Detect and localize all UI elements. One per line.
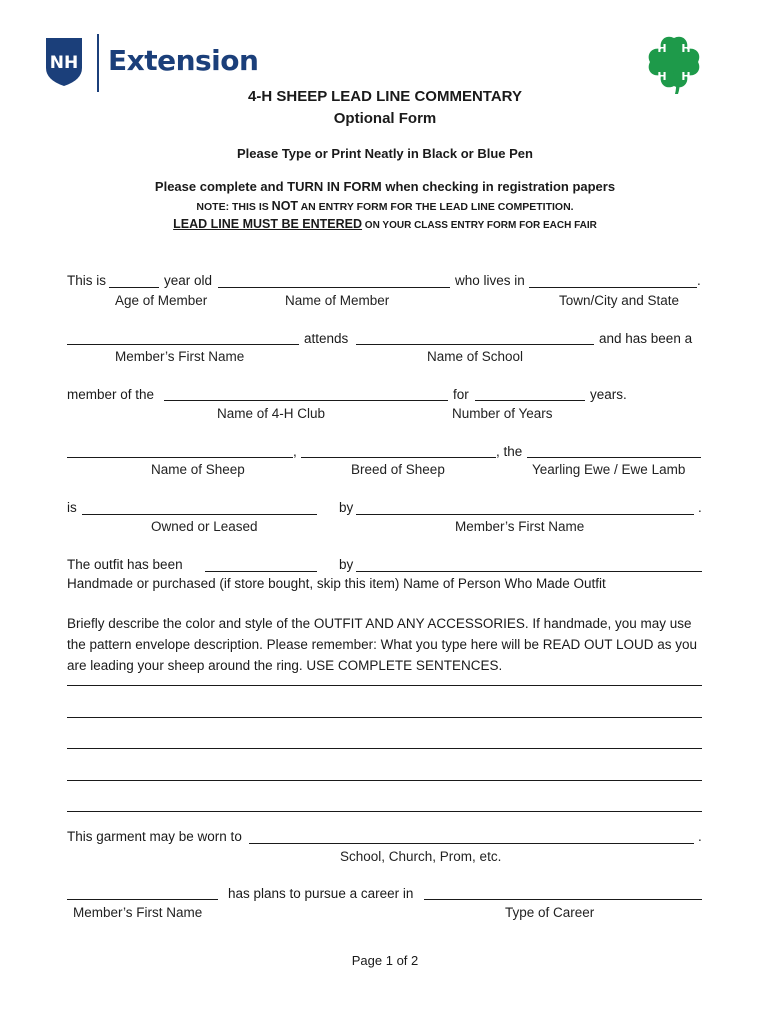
- description-line[interactable]: [67, 685, 702, 686]
- label-career: Type of Career: [505, 905, 595, 920]
- club-field[interactable]: [164, 400, 448, 401]
- clover-letter: H: [657, 70, 667, 83]
- lead-line-note: [0, 216, 770, 234]
- attends-text: attends: [304, 331, 349, 346]
- label-outfit: Handmade or purchased (if store bought, skip this item) Name of Person Who Made Outfit: [67, 576, 606, 591]
- period: .: [697, 273, 701, 288]
- label-town: Town/City and State: [559, 293, 680, 308]
- description-line[interactable]: [67, 717, 702, 718]
- description-line[interactable]: [67, 811, 702, 812]
- note-not: NOT: [271, 199, 299, 213]
- for-text: for: [453, 387, 469, 402]
- school-field[interactable]: [356, 344, 594, 345]
- sheep-name-field[interactable]: [67, 457, 293, 458]
- career-first-name-field[interactable]: [67, 899, 218, 900]
- year-old-text: year old: [164, 273, 213, 288]
- label-first-name: Member’s First Name: [455, 519, 585, 534]
- four-h-clover-logo: [640, 30, 708, 96]
- this-is-text: This is: [67, 273, 107, 288]
- lead-line-rest: ON YOUR CLASS ENTRY FORM FOR EACH FAIR: [362, 220, 597, 231]
- owned-field[interactable]: [82, 514, 317, 515]
- label-club: Name of 4-H Club: [217, 406, 326, 421]
- unh-logo: [46, 38, 82, 86]
- note-line: [0, 198, 770, 215]
- pen-instruction: Please Type or Print Neatly in Black or Blue Pen: [237, 146, 533, 161]
- yearling-field[interactable]: [527, 457, 701, 458]
- clover-letter: H: [681, 70, 691, 83]
- description-line[interactable]: [67, 748, 702, 749]
- years-text: years.: [590, 387, 627, 402]
- label-age: Age of Member: [115, 293, 208, 308]
- label-member-name: Name of Member: [285, 293, 390, 308]
- note-suffix: AN ENTRY FORM FOR THE LEAD LINE COMPETITION.: [298, 201, 574, 213]
- page-subtitle: Optional Form: [333, 110, 437, 127]
- career-text: has plans to pursue a career in: [228, 886, 414, 901]
- owner-first-name-field[interactable]: [356, 514, 694, 515]
- clover-letter: H: [657, 42, 667, 55]
- outfit-maker-field[interactable]: [356, 571, 702, 572]
- period: .: [698, 829, 702, 844]
- org-name: Extension: [108, 44, 259, 77]
- description-line[interactable]: [67, 780, 702, 781]
- label-first-name: Member’s First Name: [115, 349, 245, 364]
- label-first-name: Member’s First Name: [73, 905, 203, 920]
- outfit-text: The outfit has been: [67, 557, 183, 572]
- by-text: by: [339, 557, 354, 572]
- by-text: by: [339, 500, 354, 515]
- is-text: is: [67, 500, 77, 515]
- first-name-field[interactable]: [67, 344, 299, 345]
- turn-in-instruction: Please complete and TURN IN FORM when checking in registration papers: [154, 179, 616, 194]
- garment-field[interactable]: [249, 843, 694, 844]
- years-field[interactable]: [475, 400, 585, 401]
- label-school: Name of School: [427, 349, 524, 364]
- has-been-text: and has been a: [599, 331, 693, 346]
- outfit-type-field[interactable]: [205, 571, 317, 572]
- career-field[interactable]: [424, 899, 702, 900]
- age-field[interactable]: [109, 287, 159, 288]
- header-divider: [97, 34, 99, 92]
- member-name-field[interactable]: [218, 287, 450, 288]
- label-garment: School, Church, Prom, etc.: [340, 849, 502, 864]
- unh-logo-text: NH: [49, 53, 79, 73]
- period: .: [698, 500, 702, 515]
- note-prefix: NOTE: THIS IS: [196, 201, 272, 213]
- comma: ,: [293, 444, 297, 459]
- label-years: Number of Years: [452, 406, 553, 421]
- lead-line-must: LEAD LINE MUST BE ENTERED: [173, 217, 363, 231]
- label-sheep: Name of Sheep: [151, 462, 245, 477]
- clover-letter: H: [681, 42, 691, 55]
- town-field[interactable]: [529, 287, 697, 288]
- member-of-the-text: member of the: [67, 387, 155, 402]
- who-lives-in-text: who lives in: [455, 273, 525, 288]
- label-yearling: Yearling Ewe / Ewe Lamb: [532, 462, 686, 477]
- describe-paragraph: Briefly describe the color and style of the OUTFIT AND ANY ACCESSORIES. If handmade, you may use the pattern envelope description. Please remember: What you type here will be READ OUT LOUD as you are leading your sheep around the ring. USE COMPLETE SENTENCES.: [67, 616, 698, 673]
- breed-field[interactable]: [301, 457, 496, 458]
- garment-text: This garment may be worn to: [67, 829, 242, 844]
- the-text: , the: [496, 444, 523, 459]
- label-breed: Breed of Sheep: [351, 462, 445, 477]
- label-owned: Owned or Leased: [151, 519, 258, 534]
- page-title: 4-H SHEEP LEAD LINE COMMENTARY: [248, 88, 522, 105]
- page-number: Page 1 of 2: [351, 953, 419, 968]
